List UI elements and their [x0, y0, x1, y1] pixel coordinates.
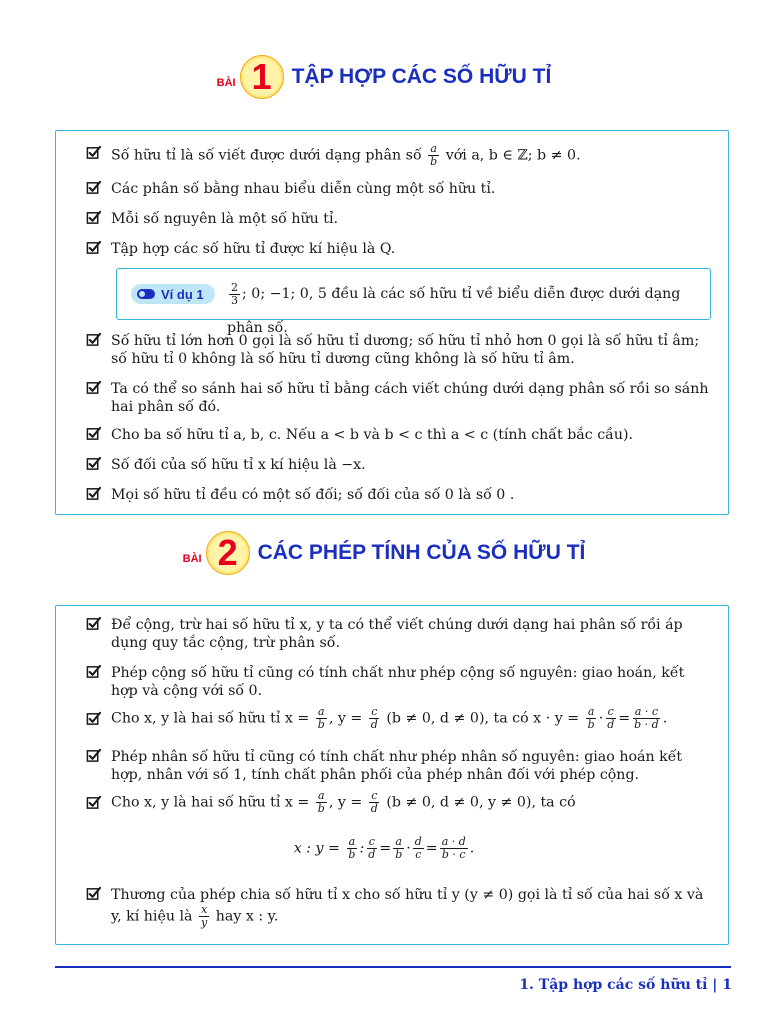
- list-item: [88, 380, 713, 416]
- item-text: Mỗi số nguyên là một số hữu tỉ.: [111, 211, 338, 227]
- check-icon: [86, 210, 101, 225]
- list-item: [88, 664, 713, 700]
- item-text: Số đối của số hữu tỉ x kí hiệu là −x.: [111, 457, 366, 473]
- list-item: [88, 748, 713, 784]
- check-icon: [86, 486, 101, 501]
- item-text: Phép cộng số hữu tỉ cũng có tính chất như phép cộng số nguyên: giao hoán, kết hợp và cộng với số 0.: [111, 665, 685, 699]
- check-icon: [86, 795, 101, 810]
- list-item: [88, 180, 713, 198]
- fraction: $\frac{x}{y}$: [201, 903, 208, 929]
- check-icon: [86, 456, 101, 471]
- list-item: [88, 210, 713, 228]
- fraction: $\frac{c}{d}$: [368, 835, 376, 861]
- fraction: $\frac{c}{d}$: [370, 789, 378, 815]
- lesson-number-badge: 2: [206, 531, 250, 575]
- fraction: $\frac{a}{b}$: [587, 705, 595, 731]
- check-icon: [86, 886, 101, 901]
- lesson-label: BÀI: [182, 553, 202, 565]
- check-icon: [86, 145, 101, 160]
- check-icon: [86, 748, 101, 763]
- check-icon: [86, 664, 101, 679]
- fraction: $\frac{a}{b}$: [348, 835, 356, 861]
- lesson-title: TẬP HỢP CÁC SỐ HỮU TỈ: [291, 65, 552, 88]
- example-label: Ví dụ 1: [161, 286, 204, 302]
- fraction: $\frac{c}{d}$: [370, 705, 378, 731]
- check-icon: [86, 426, 101, 441]
- list-item: Cho x, y là hai số hữu tỉ x = $\frac{a}{b}$ , y = $\frac{c}{d}$ (b ≠ 0, d ≠ 0, y ≠ 0), ta có: [88, 790, 713, 815]
- check-icon: [86, 380, 101, 395]
- example-box: [116, 268, 711, 336]
- footer-divider: [55, 966, 731, 968]
- item-text: Số hữu tỉ là số viết được dưới dạng phân số: [111, 147, 422, 164]
- list-item: [88, 426, 713, 444]
- lesson-number-badge: 1: [240, 55, 284, 99]
- fraction: $\frac{a}{b}$: [430, 142, 438, 168]
- item-text: Mọi số hữu tỉ đều có một số đối; số đối của số 0 là số 0 .: [111, 487, 515, 503]
- toggle-icon: [137, 289, 155, 299]
- check-icon: [86, 711, 101, 726]
- item-text: Phép nhân số hữu tỉ cũng có tính chất như phép nhân số nguyên: giao hoán kết hợp, nhân với số 1, tính chất phân phối của phép nhân đối với phép cộng.: [111, 749, 683, 783]
- item-text: Các phân số bằng nhau biểu diễn cùng một số hữu tỉ.: [111, 181, 496, 197]
- check-icon: [86, 616, 101, 631]
- item-text: Để cộng, trừ hai số hữu tỉ x, y ta có thể viết chúng dưới dạng hai phân số rồi áp dụng quy tắc cộng, trừ phân số.: [111, 617, 683, 651]
- check-icon: [86, 332, 101, 347]
- list-item: Cho x, y là hai số hữu tỉ x = $\frac{a}{b}$ , y = $\frac{c}{d}$ (b ≠ 0, d ≠ 0), ta có x · y = $\frac{a}{b}$ · $\frac{c}{d}$ = $\frac{a \cdot c}{b \cdot d}$ .: [88, 706, 713, 731]
- list-item: [88, 616, 713, 652]
- fraction: $\frac{d}{c}$: [414, 835, 422, 861]
- lesson-title: CÁC PHÉP TÍNH CỦA SỐ HỮU TỈ: [257, 541, 586, 564]
- list-item: [88, 240, 713, 258]
- list-item: [88, 486, 713, 504]
- fraction: $\frac{c}{d}$: [607, 705, 615, 731]
- item-text: với a, b ∈ ℤ; b ≠ 0.: [445, 147, 581, 164]
- list-item: Thương của phép chia số hữu tỉ x cho số hữu tỉ y (y ≠ 0) gọi là tỉ số của hai số x và y, kí hiệu là $\frac{x}{y}$ hay x : y.: [88, 886, 713, 929]
- list-item: [88, 143, 713, 168]
- fraction: $\frac{a}{b}$: [395, 835, 403, 861]
- check-icon: [86, 180, 101, 195]
- fraction: $\frac{a \cdot d}{b \cdot c}$: [441, 835, 466, 861]
- division-formula: x : y = $\frac{a}{b}$ : $\frac{c}{d}$ = $\frac{a}{b}$ · $\frac{d}{c}$ = $\frac{a \cdot d}{b \cdot c}$ .: [293, 835, 475, 861]
- lesson-1-header: [0, 54, 768, 100]
- fraction: $\frac{2}{3}$: [231, 280, 238, 307]
- item-text: Số hữu tỉ lớn hơn 0 gọi là số hữu tỉ dương; số hữu tỉ nhỏ hơn 0 gọi là số hữu tỉ âm; số hữu tỉ 0 không là số hữu tỉ dương cũng không là số hữu tỉ âm.: [111, 333, 700, 367]
- page-footer: 1. Tập hợp các số hữu tỉ | 1: [519, 977, 732, 993]
- fraction: $\frac{a}{b}$: [317, 789, 325, 815]
- item-text: Tập hợp các số hữu tỉ được kí hiệu là Q.: [111, 241, 396, 257]
- example-text: $\frac{2}{3}$ ; 0; −1; 0, 5 đều là các số hữu tỉ về biểu diễn được dưới dạng phân số.: [227, 280, 681, 336]
- list-item: [88, 456, 713, 474]
- lesson-2-header: [0, 530, 768, 576]
- item-text: Cho ba số hữu tỉ a, b, c. Nếu a < b và b < c thì a < c (tính chất bắc cầu).: [111, 427, 634, 443]
- check-icon: [86, 240, 101, 255]
- fraction: $\frac{a \cdot c}{b \cdot d}$: [634, 705, 659, 731]
- item-text: Ta có thể so sánh hai số hữu tỉ bằng cách viết chúng dưới dạng phân số rồi so sánh hai phân số đó.: [111, 381, 709, 415]
- example-badge: [131, 284, 215, 304]
- lesson-label: BÀI: [216, 77, 236, 89]
- list-item: [88, 332, 713, 368]
- fraction: $\frac{a}{b}$: [317, 705, 325, 731]
